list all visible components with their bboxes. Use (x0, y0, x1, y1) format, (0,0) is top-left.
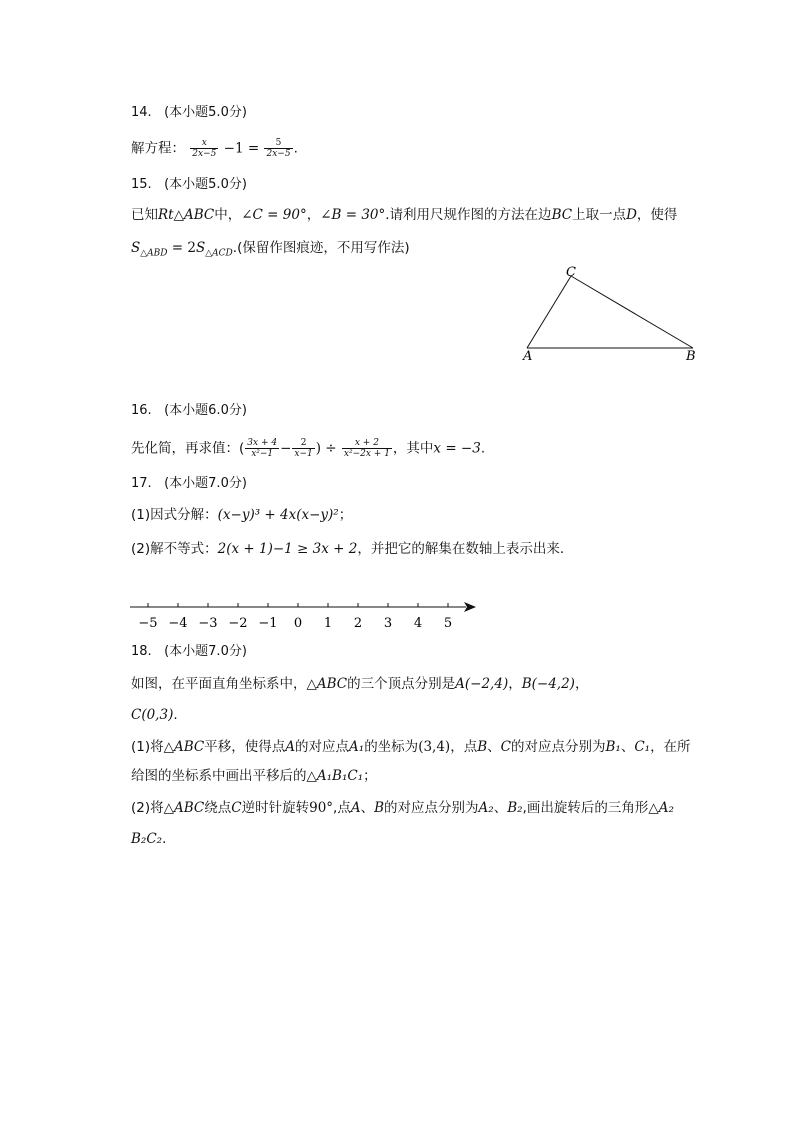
number-line-label: 2 (353, 616, 363, 631)
q18-line-6 (131, 830, 166, 848)
q18-triangle: △ABC (163, 800, 205, 816)
q18-line-4 (131, 767, 377, 785)
q18-header (131, 643, 247, 661)
q18-text: (2)将 (131, 800, 164, 816)
vertex-label-b: B (686, 349, 696, 364)
q15-text: 中， (214, 207, 242, 223)
q18-triangle: △A₁B₁C₁ (306, 768, 364, 784)
q14-fraction-2 (264, 138, 292, 159)
q18-text: 、 (360, 800, 375, 816)
q16-fraction-1 (245, 438, 279, 459)
q14-frac1-num: x (190, 138, 218, 149)
q17-p1-expression: (x−y)³ + 4x(x−y)² (217, 507, 339, 523)
q18-text: 、 (620, 739, 635, 755)
q18-triangle: △ABC (163, 739, 205, 755)
q16-points: (本小题6.0分) (164, 403, 247, 418)
q18-text: 的对应点 (295, 739, 350, 755)
q18-point-c: C(0,3) (131, 707, 174, 723)
q17-part-1 (131, 506, 352, 524)
q15-triangle: Rt△ABC (158, 207, 215, 223)
number-line-label: 1 (323, 616, 333, 631)
q15-text: ，使得 (636, 207, 678, 223)
q17-points: (本小题7.0分) (164, 476, 247, 491)
vertex-label-c: C (566, 265, 576, 280)
q18-var: A (285, 739, 296, 755)
q15-text: .请利用尺规作图的方法在边 (385, 207, 552, 223)
q15-angle-c: ∠C = 90° (241, 207, 307, 223)
q14-points: (本小题5.0分) (164, 105, 247, 120)
q17-number-line (126, 596, 486, 636)
q15-number: 15. (131, 177, 152, 192)
q18-text: 绕点 (204, 800, 232, 816)
q18-points: (本小题7.0分) (164, 644, 247, 659)
q18-var: C (500, 739, 511, 755)
q18-text: (1)将 (131, 739, 164, 755)
number-line-label: −2 (228, 616, 248, 631)
q18-var: A₂ (478, 800, 494, 816)
q16-f1-den: x²−1 (251, 449, 274, 459)
number-line-label: 4 (413, 616, 423, 631)
q16-expression (131, 438, 485, 459)
q18-var: B₁ (605, 739, 621, 755)
q18-text: ，点 (450, 739, 478, 755)
q15-area-symbol: S (131, 240, 141, 256)
q18-var: B₂ (507, 800, 523, 816)
q18-text: ； (363, 768, 377, 784)
q15-line-1 (131, 206, 677, 224)
q18-line-2 (131, 706, 178, 724)
q14-prompt: 解方程： (131, 140, 185, 157)
q18-line-3 (131, 738, 691, 756)
q16-f3-den: x²−2x + 1 (343, 449, 390, 459)
q16-f2-den: x−1 (294, 449, 313, 459)
q18-point-a: A(−2,4) (455, 676, 509, 692)
q14-end: . (293, 140, 298, 157)
triangle-side-ac (527, 276, 571, 348)
q18-text: 的坐标为 (364, 739, 419, 755)
q15-area-symbol: S (196, 240, 206, 256)
q17-p1-label: (1)因式分解： (131, 507, 218, 523)
q17-part-2 (131, 540, 573, 558)
q18-text: 的对应点分别为 (510, 739, 606, 755)
q14-fraction-1 (190, 138, 218, 159)
q17-p2-tail: ，并把它的解集在数轴上表示出来． (357, 541, 574, 557)
q15-instruction: .(保留作图痕迹，不用写作法) (232, 240, 410, 256)
q18-coord: (3,4) (418, 739, 451, 755)
q15-angle-b: ∠B = 30° (320, 207, 386, 223)
q15-line-2 (131, 239, 410, 263)
q15-points: (本小题5.0分) (164, 177, 247, 192)
q16-fraction-3 (342, 438, 392, 459)
q18-var: C (231, 800, 242, 816)
q18-var: B₂C₂ (131, 831, 163, 847)
number-line-label: −1 (258, 616, 278, 631)
number-line-label: 0 (293, 616, 303, 631)
q14-frac1-den: 2x−5 (192, 149, 217, 159)
q15-area-sub-acd: △ACD (205, 248, 233, 259)
q18-text: 、 (487, 739, 501, 755)
q17-p1-end: ； (338, 507, 353, 523)
q15-header (131, 176, 247, 194)
q18-text: ，在所 (650, 739, 691, 755)
q14-header (131, 104, 247, 122)
q15-text: 上取一点 (572, 207, 627, 223)
number-line-label: −5 (138, 616, 158, 631)
q16-f3-num: x + 2 (342, 438, 392, 449)
q16-minus: − (280, 440, 292, 457)
q18-var: C₁ (634, 739, 651, 755)
q18-var: B (477, 739, 488, 755)
q18-text: ,点 (333, 800, 351, 816)
q18-text: 给图的坐标系中画出平移后的 (131, 768, 307, 784)
q17-number: 17. (131, 476, 152, 491)
q18-var: B (374, 800, 385, 816)
q18-number: 18. (131, 644, 152, 659)
q18-text: ， (508, 676, 522, 692)
q16-f2-num: 2 (292, 438, 314, 449)
q16-fraction-2 (292, 438, 314, 459)
q14-frac2-den: 2x−5 (266, 149, 291, 159)
q15-equals-2: = 2 (167, 240, 196, 256)
q17-p2-expression: 2(x + 1)−1 ≥ 3x + 2 (217, 541, 358, 557)
q18-triangle: △A₂ (648, 800, 674, 816)
q18-text: 的三个顶点分别是 (347, 676, 456, 692)
q15-triangle-figure (515, 260, 705, 368)
number-line-label: 3 (383, 616, 393, 631)
q18-text: 、 (493, 800, 508, 816)
q14-equation (131, 138, 298, 159)
q15-text: 已知 (131, 207, 158, 223)
q18-line-5 (131, 799, 674, 817)
q18-var: A₁ (349, 739, 365, 755)
q17-header (131, 475, 247, 493)
q18-text: 的对应点分别为 (384, 800, 479, 816)
q18-text: . (173, 707, 178, 723)
triangle-side-cb (571, 276, 693, 348)
q14-minus-one: −1 = (223, 140, 260, 157)
q16-prompt: 先化简，再求值：( (131, 440, 245, 457)
q15-point-d: D (626, 207, 637, 223)
number-line-label: −4 (168, 616, 188, 631)
q18-triangle: △ABC (306, 676, 348, 692)
q18-text: 逆时针旋转 (241, 800, 310, 816)
vertex-label-a: A (523, 349, 533, 364)
number-line-label: 5 (443, 616, 453, 631)
q16-end: . (480, 440, 486, 457)
q18-text: ， (574, 676, 589, 692)
q17-p2-label: (2)解不等式： (131, 541, 218, 557)
q18-var: A (350, 800, 361, 816)
q18-text: 平移，使得点 (204, 739, 286, 755)
q18-text: ,画出旋转后的三角形 (522, 800, 649, 816)
q16-number: 16. (131, 403, 152, 418)
q18-degree: 90° (309, 800, 334, 816)
q18-text: 如图，在平面直角坐标系中， (131, 676, 307, 692)
q18-point-b: B(−4,2) (521, 676, 575, 692)
q16-condition: x = −3 (433, 440, 481, 457)
q16-tail: ，其中 (392, 440, 434, 457)
number-line-label: −3 (198, 616, 218, 631)
q18-line-1 (131, 675, 588, 693)
q16-f1-num: 3x + 4 (247, 438, 278, 448)
q16-divide: ) ÷ (315, 440, 337, 457)
q15-area-sub-abd: △ABD (140, 248, 168, 259)
q15-text: ， (306, 207, 321, 223)
q14-number: 14. (131, 105, 152, 120)
q15-side-bc: BC (551, 207, 573, 223)
q18-text: . (162, 831, 167, 847)
q14-frac2-num: 5 (264, 138, 292, 149)
q16-header (131, 402, 247, 420)
